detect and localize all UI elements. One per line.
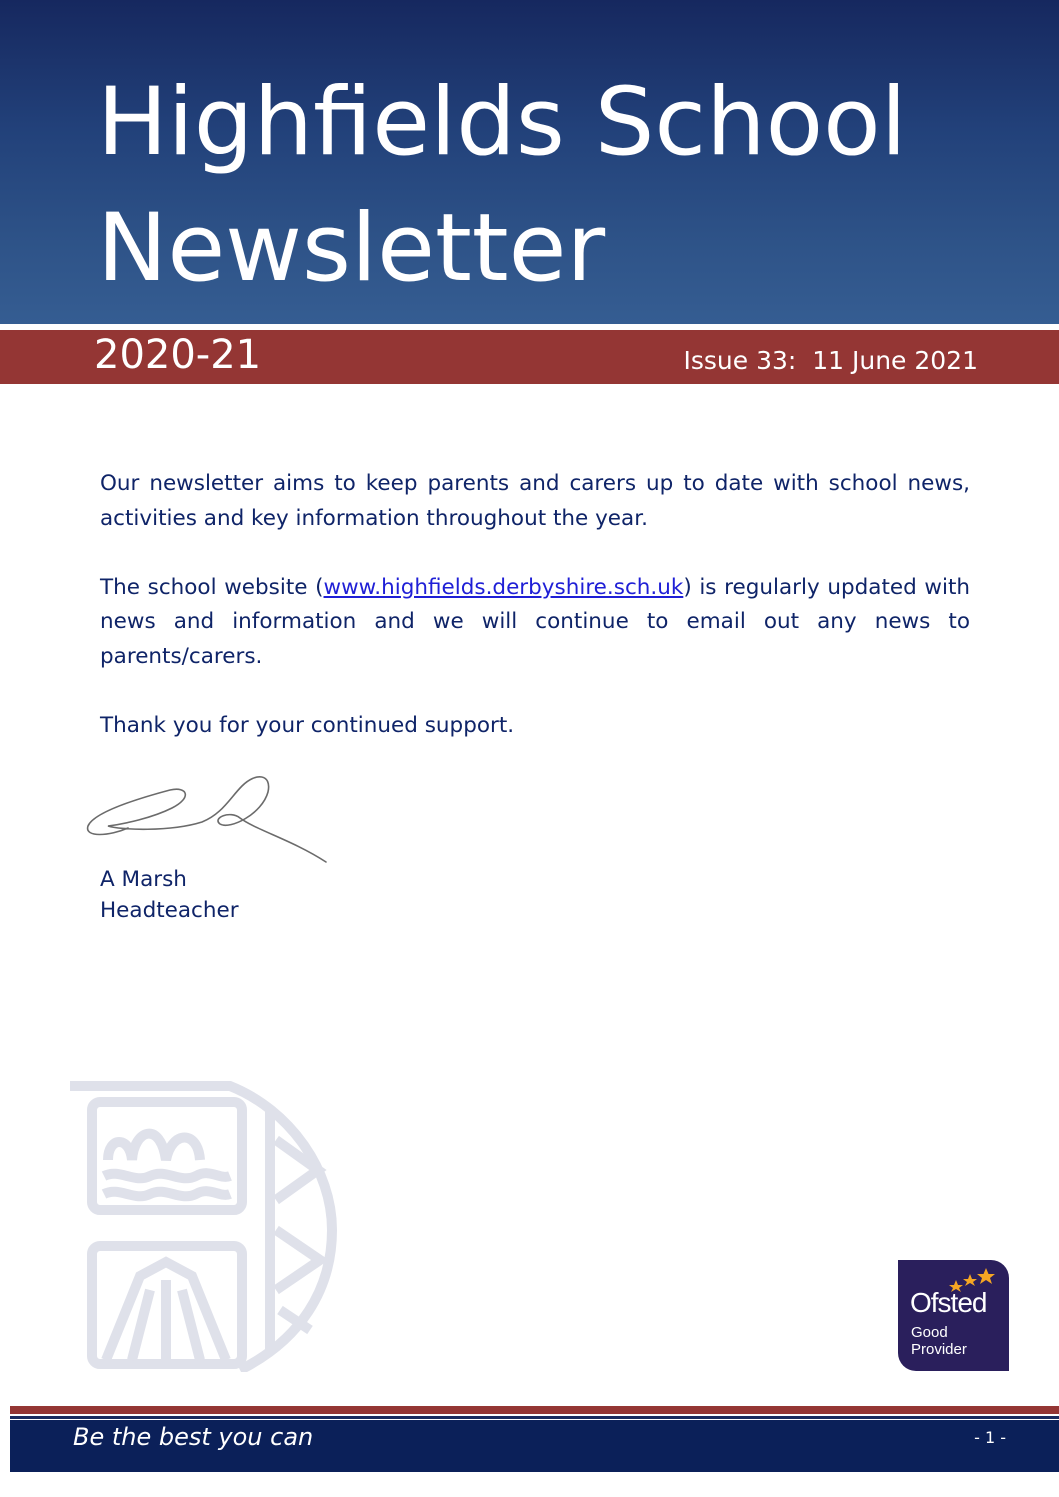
- website-text-after: ) is regularly updated with news and information and we will continue to email out any news to parents/carers.: [100, 574, 970, 669]
- issue-date: Issue 33: 11 June 2021: [683, 346, 978, 375]
- website-text-before: The school website (: [100, 574, 324, 600]
- ofsted-grade-line2: Provider: [911, 1341, 967, 1358]
- footer-divider-navy: [10, 1416, 1059, 1419]
- intro-text: [100, 467, 970, 778]
- signoff: [100, 864, 239, 926]
- website-paragraph: [100, 571, 970, 675]
- signature-image: [80, 768, 340, 868]
- school-crest-watermark-icon: [70, 1080, 340, 1372]
- ofsted-grade-line1: Good: [911, 1324, 948, 1341]
- thanks-paragraph: Thank you for your continued support.: [100, 712, 515, 738]
- website-link[interactable]: www.highfields.derbyshire.sch.uk: [323, 574, 684, 600]
- school-motto: Be the best you can: [73, 1423, 314, 1451]
- signatory-role: Headteacher: [100, 898, 239, 923]
- ofsted-badge: [898, 1260, 1009, 1371]
- page-number: - 1 -: [974, 1428, 1006, 1447]
- signatory-name: A Marsh: [100, 867, 187, 892]
- footer-bar: [10, 1420, 1059, 1472]
- title-line-2: Newsletter: [97, 194, 606, 303]
- school-year: 2020-21: [94, 332, 262, 378]
- ofsted-wordmark: Ofsted: [910, 1287, 987, 1318]
- newsletter-title: [97, 60, 997, 312]
- header-banner: [0, 0, 1059, 324]
- intro-paragraph: Our newsletter aims to keep parents and carers up to date with school news, activities and key information throughout the year.: [100, 471, 970, 531]
- title-line-1: Highfields School: [97, 68, 907, 177]
- footer-divider-red: [10, 1406, 1059, 1414]
- ofsted-grade: [911, 1324, 967, 1358]
